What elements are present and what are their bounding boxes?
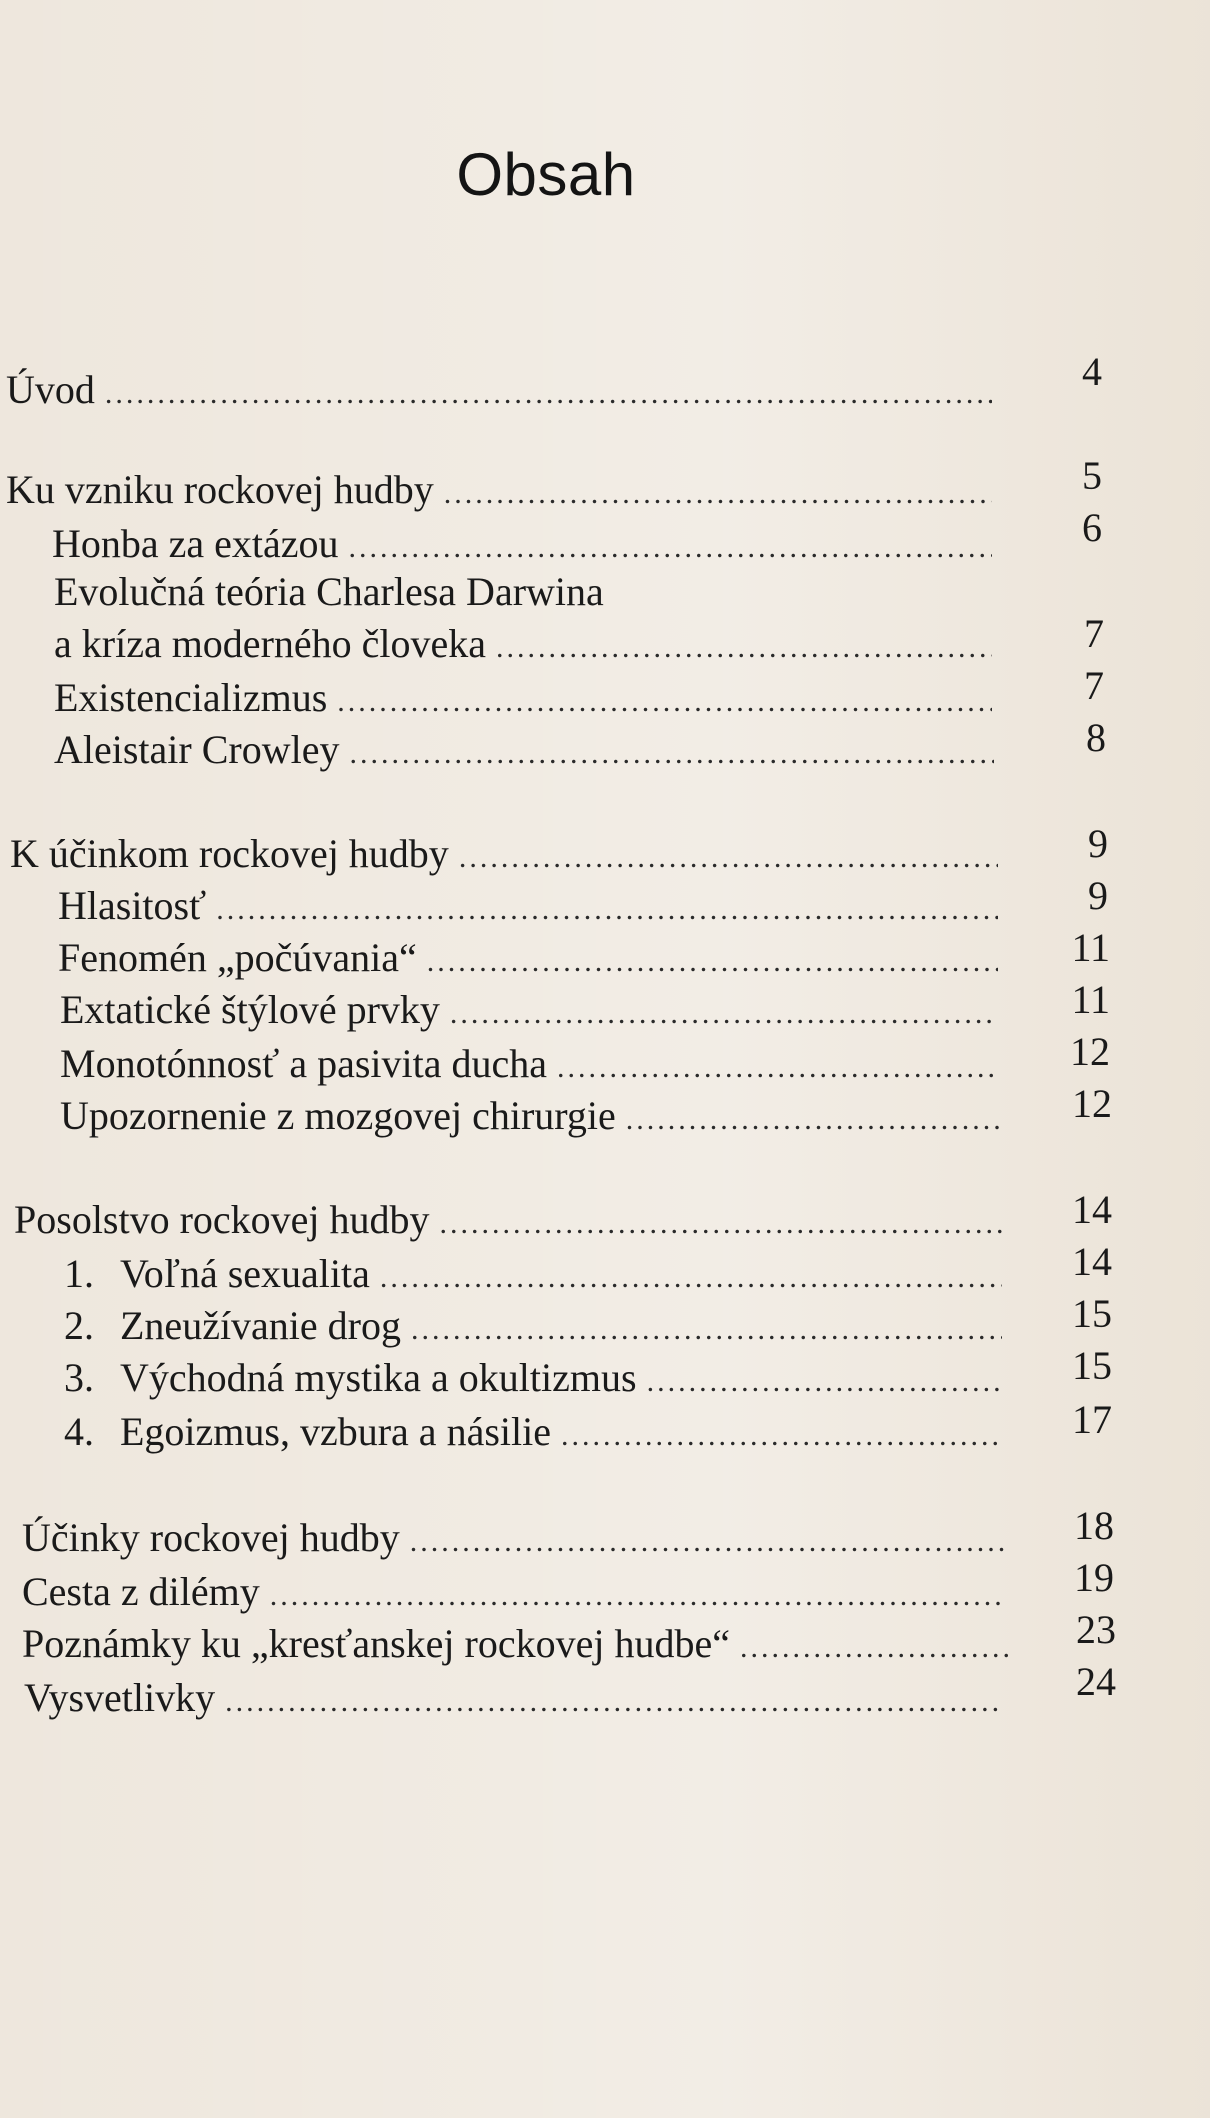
toc-page-number: 7 bbox=[1084, 611, 1104, 656]
toc-entry bbox=[54, 674, 996, 724]
toc-entry-label: Voľná sexualita bbox=[120, 1251, 370, 1296]
toc-entry-label: Východná mystika a okultizmus bbox=[120, 1355, 637, 1400]
toc-entry-label: Hlasitosť bbox=[58, 883, 207, 928]
toc-entry bbox=[22, 1620, 1012, 1670]
toc-entry bbox=[54, 568, 996, 618]
toc-entry-label: Ku vzniku rockovej hudby bbox=[6, 467, 434, 512]
dot-leader bbox=[380, 1261, 1002, 1295]
toc-entry bbox=[64, 1302, 1006, 1352]
toc-entry-number: 1. bbox=[64, 1251, 94, 1296]
toc-entry bbox=[64, 1408, 1008, 1458]
toc-page-number: 14 bbox=[1072, 1187, 1112, 1232]
dot-leader bbox=[216, 893, 998, 927]
dot-leader bbox=[440, 1207, 1002, 1241]
toc-entry-label: Extatické štýlové prvky bbox=[60, 987, 440, 1032]
dot-leader bbox=[410, 1525, 1004, 1559]
dot-leader bbox=[626, 1103, 1000, 1137]
dot-leader bbox=[450, 997, 996, 1031]
toc-page-number: 15 bbox=[1072, 1291, 1112, 1336]
toc-entry-label: Fenomén „počúvania“ bbox=[58, 935, 417, 980]
toc-entry bbox=[6, 366, 996, 416]
toc-entry bbox=[6, 466, 996, 516]
toc-entry-label: Monotónnosť a pasivita ducha bbox=[60, 1041, 548, 1086]
toc-entry-label: Aleistair Crowley bbox=[54, 727, 340, 772]
toc-entry-number: 2. bbox=[64, 1303, 94, 1348]
toc-entry-label: a kríza moderného človeka bbox=[54, 621, 487, 666]
toc-entry-label: Posolstvo rockovej hudby bbox=[14, 1197, 430, 1242]
toc-page-number: 8 bbox=[1086, 715, 1106, 760]
dot-leader bbox=[411, 1313, 1002, 1347]
toc-entry bbox=[64, 1354, 1008, 1404]
dot-leader bbox=[496, 631, 992, 665]
toc-entry bbox=[58, 882, 1002, 932]
toc-entry bbox=[54, 726, 998, 776]
toc-page-number: 5 bbox=[1082, 453, 1102, 498]
dot-leader bbox=[427, 945, 998, 979]
toc-entry bbox=[52, 520, 996, 570]
toc-page-number: 23 bbox=[1076, 1607, 1116, 1652]
toc-entry bbox=[54, 620, 996, 670]
dot-leader bbox=[647, 1365, 1004, 1399]
toc-entry-label: Poznámky ku „kresťanskej rockovej hudbe“ bbox=[22, 1621, 730, 1666]
toc-page-number: 19 bbox=[1074, 1555, 1114, 1600]
toc-entry-label: Zneužívanie drog bbox=[120, 1303, 401, 1348]
toc-entry-label: Upozornenie z mozgovej chirurgie bbox=[60, 1093, 616, 1138]
dot-leader bbox=[349, 531, 992, 565]
dot-leader bbox=[459, 841, 998, 875]
toc-entry-label: Existencializmus bbox=[54, 675, 328, 720]
toc-page-number: 12 bbox=[1072, 1081, 1112, 1126]
toc-entry bbox=[60, 1092, 1004, 1142]
dot-leader bbox=[557, 1051, 998, 1085]
toc-page-number: 9 bbox=[1088, 821, 1108, 866]
toc-page-number: 9 bbox=[1088, 873, 1108, 918]
toc-entry-label: Úvod bbox=[6, 367, 95, 412]
toc-page-number: 15 bbox=[1072, 1343, 1112, 1388]
toc-entry-number: 4. bbox=[64, 1409, 94, 1454]
toc-entry-label: Účinky rockovej hudby bbox=[22, 1515, 400, 1560]
toc-entry-label: K účinkom rockovej hudby bbox=[10, 831, 449, 876]
toc-entry-label: Honba za extázou bbox=[52, 521, 339, 566]
toc-entry bbox=[14, 1196, 1006, 1246]
toc-page-number: 4 bbox=[1082, 349, 1102, 394]
page-title: Obsah bbox=[456, 141, 636, 208]
toc-page-number: 14 bbox=[1072, 1239, 1112, 1284]
toc-entry bbox=[64, 1250, 1006, 1300]
dot-leader bbox=[350, 737, 995, 771]
toc-entry-label: Evolučná teória Charlesa Darwina bbox=[54, 569, 604, 614]
toc-page-number: 18 bbox=[1074, 1503, 1114, 1548]
toc-page-number: 11 bbox=[1071, 977, 1110, 1022]
dot-leader bbox=[444, 477, 992, 511]
toc-entry bbox=[60, 1040, 1002, 1090]
toc-entry bbox=[60, 986, 1000, 1036]
toc-entry bbox=[24, 1674, 1008, 1724]
toc-entry bbox=[58, 934, 1002, 984]
toc-page-number: 17 bbox=[1072, 1397, 1112, 1442]
toc-entry-label: Egoizmus, vzbura a násilie bbox=[120, 1409, 551, 1454]
dot-leader bbox=[270, 1579, 1004, 1613]
dot-leader bbox=[337, 685, 992, 719]
dot-leader bbox=[105, 377, 992, 411]
dot-leader bbox=[225, 1685, 1004, 1719]
toc-page-number: 12 bbox=[1070, 1029, 1110, 1074]
toc-page-number: 11 bbox=[1071, 925, 1110, 970]
dot-leader bbox=[740, 1631, 1008, 1665]
toc-entry bbox=[22, 1568, 1008, 1618]
toc-entry-number: 3. bbox=[64, 1355, 94, 1400]
toc-entry-label: Cesta z dilémy bbox=[22, 1569, 260, 1614]
toc-page-number: 7 bbox=[1084, 663, 1104, 708]
toc-page-number: 24 bbox=[1076, 1659, 1116, 1704]
toc-entry bbox=[22, 1514, 1008, 1564]
toc-page-number: 6 bbox=[1082, 505, 1102, 550]
dot-leader bbox=[561, 1419, 1004, 1453]
toc-entry-label: Vysvetlivky bbox=[24, 1675, 216, 1720]
toc-entry bbox=[10, 830, 1002, 880]
